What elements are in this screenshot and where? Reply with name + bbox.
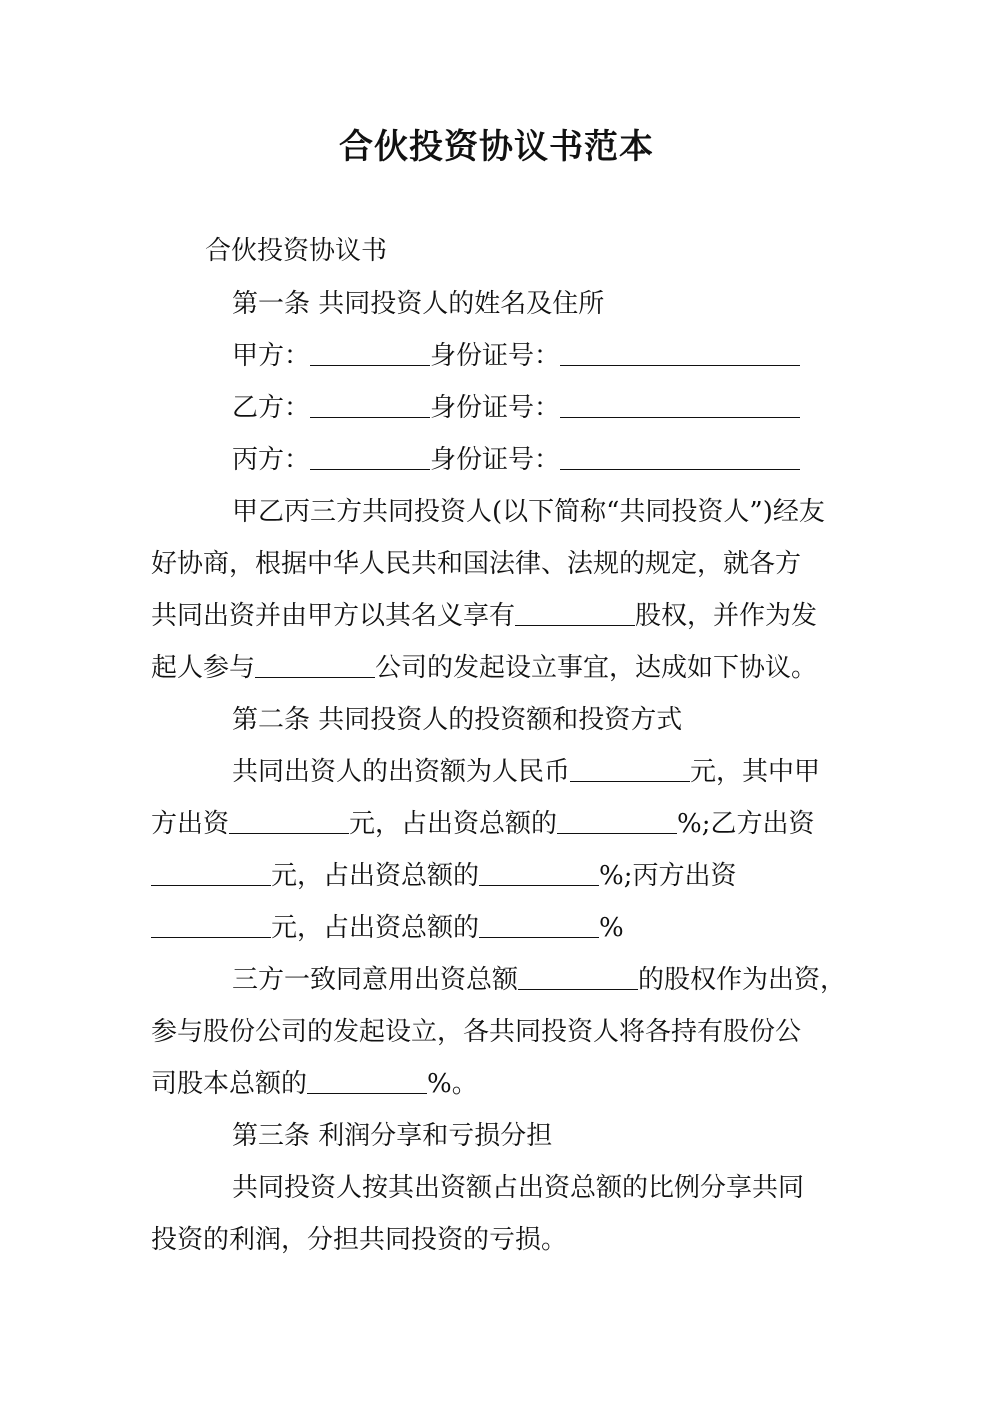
party-b-row bbox=[232, 391, 800, 425]
article2-para2-line-3-text-b: %。 bbox=[427, 1069, 478, 1099]
article2-heading: 第二条 共同投资人的投资额和投资方式 bbox=[232, 705, 683, 735]
party-b-id-label: 身份证号： bbox=[430, 393, 561, 423]
intro-line-1: 甲乙丙三方共同投资人(以下简称“共同投资人”)经友 bbox=[232, 497, 825, 527]
intro-line-4-text-a: 起人参与 bbox=[151, 653, 256, 683]
party-a-name-blank[interactable] bbox=[310, 341, 430, 366]
article2-line-3-text-b: %;丙方出资 bbox=[599, 861, 737, 891]
agreement-subtitle: 合伙投资协议书 bbox=[205, 236, 388, 266]
party-b-name-blank[interactable] bbox=[310, 393, 430, 418]
share-percent-blank[interactable] bbox=[307, 1069, 427, 1094]
article2-line-2-text-a: 方出资 bbox=[151, 809, 230, 839]
intro-line-4 bbox=[151, 651, 817, 685]
party-b-percent-blank[interactable] bbox=[479, 861, 599, 886]
article2-para2-line-3 bbox=[151, 1067, 478, 1101]
party-c-name-blank[interactable] bbox=[310, 445, 430, 470]
intro-line-4-text-b: 公司的发起设立事宜，达成如下协议。 bbox=[375, 653, 818, 683]
article2-line-2-text-c: %;乙方出资 bbox=[677, 809, 815, 839]
article2-line-2-text-b: 元，占出资总额的 bbox=[349, 809, 558, 839]
article3-heading: 第三条 利润分享和亏损分担 bbox=[232, 1121, 553, 1151]
article2-line-3-text-a: 元，占出资总额的 bbox=[271, 861, 480, 891]
party-c-amount-blank[interactable] bbox=[151, 913, 271, 938]
article2-para2-line-2: 参与股份公司的发起设立，各共同投资人将各持有股份公 bbox=[151, 1017, 802, 1047]
party-a-label: 甲方： bbox=[232, 341, 311, 371]
party-b-label: 乙方： bbox=[232, 393, 311, 423]
article2-line-2 bbox=[151, 807, 815, 841]
article3-line-1: 共同投资人按其出资额占出资总额的比例分享共同 bbox=[232, 1173, 805, 1203]
article2-para2-line-1-text-a: 三方一致同意用出资总额 bbox=[232, 965, 519, 995]
article2-line-4-text-b: % bbox=[599, 913, 624, 943]
article2-line-4-text-a: 元，占出资总额的 bbox=[271, 913, 480, 943]
article2-line-4 bbox=[151, 911, 624, 945]
company-blank[interactable] bbox=[255, 653, 375, 678]
equity-blank[interactable] bbox=[515, 601, 635, 626]
article3-line-2: 投资的利润，分担共同投资的亏损。 bbox=[151, 1225, 568, 1255]
total-amount-blank[interactable] bbox=[570, 757, 690, 782]
intro-line-3-text-b: 股权，并作为发 bbox=[635, 601, 818, 631]
intro-line-2: 好协商，根据中华人民共和国法律、法规的规定，就各方 bbox=[151, 549, 802, 579]
equity-amount-blank[interactable] bbox=[518, 965, 638, 990]
party-a-row bbox=[232, 339, 800, 373]
party-c-id-blank[interactable] bbox=[560, 445, 800, 470]
party-c-label: 丙方： bbox=[232, 445, 311, 475]
party-a-amount-blank[interactable] bbox=[229, 809, 349, 834]
article1-heading: 第一条 共同投资人的姓名及住所 bbox=[232, 289, 605, 319]
party-a-percent-blank[interactable] bbox=[557, 809, 677, 834]
party-a-id-label: 身份证号： bbox=[430, 341, 561, 371]
article2-line-1 bbox=[232, 755, 820, 789]
article2-para2-line-1 bbox=[232, 963, 846, 997]
party-a-id-blank[interactable] bbox=[560, 341, 800, 366]
party-c-row bbox=[232, 443, 800, 477]
article2-para2-line-3-text-a: 司股本总额的 bbox=[151, 1069, 308, 1099]
intro-line-3-text-a: 共同出资并由甲方以其名义享有 bbox=[151, 601, 516, 631]
party-c-id-label: 身份证号： bbox=[430, 445, 561, 475]
article2-line-1-text-a: 共同出资人的出资额为人民币 bbox=[232, 757, 571, 787]
intro-line-3 bbox=[151, 599, 817, 633]
party-b-id-blank[interactable] bbox=[560, 393, 800, 418]
document-title: 合伙投资协议书范本 bbox=[339, 127, 654, 167]
party-c-percent-blank[interactable] bbox=[479, 913, 599, 938]
party-b-amount-blank[interactable] bbox=[151, 861, 271, 886]
article2-para2-line-1-text-b: 的股权作为出资， bbox=[638, 965, 847, 995]
article2-line-3 bbox=[151, 859, 736, 893]
article2-line-1-text-b: 元，其中甲 bbox=[690, 757, 821, 787]
